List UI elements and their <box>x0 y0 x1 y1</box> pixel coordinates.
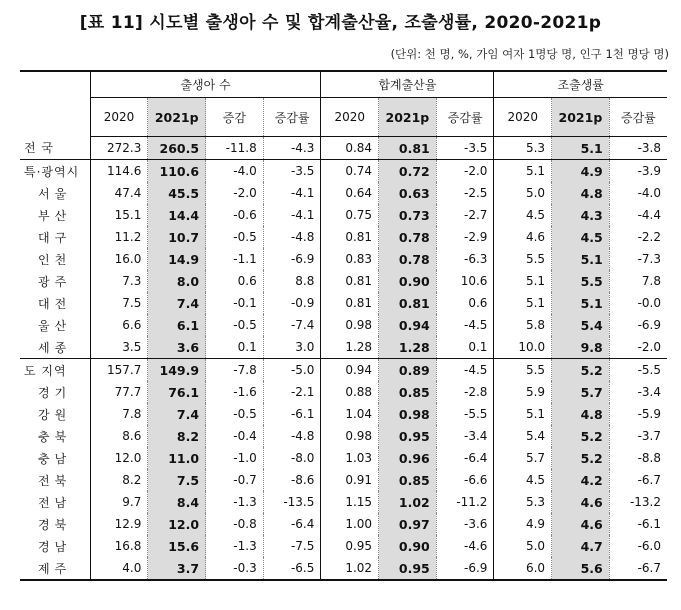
value-cell-t2020: 0.91 <box>321 469 379 491</box>
value-cell-t2020: 0.83 <box>321 248 379 270</box>
region-cell: 전 국 <box>24 141 54 156</box>
region-cell: 울산 <box>38 318 72 333</box>
value-cell-crate: -6.7 <box>609 469 667 491</box>
value-cell-trate: -11.2 <box>436 491 494 513</box>
value-cell-c2020: 5.1 <box>494 160 552 183</box>
value-cell-b2021: 14.9 <box>148 248 206 270</box>
value-cell-trate: -6.6 <box>436 469 494 491</box>
value-cell-c2020: 5.8 <box>494 314 552 336</box>
region-cell: 대전 <box>38 296 72 311</box>
value-cell-bchg: -0.5 <box>206 403 264 425</box>
table-row <box>20 381 667 403</box>
value-cell-c2020: 5.1 <box>494 292 552 314</box>
tfr-group-header: 합계출산율 <box>321 71 494 98</box>
value-cell-brate: -8.0 <box>263 447 321 469</box>
table-row <box>20 447 667 469</box>
value-cell-b2020: 8.2 <box>90 469 148 491</box>
value-cell-b2020: 7.3 <box>90 270 148 292</box>
value-cell-c2020: 10.0 <box>494 336 552 359</box>
value-cell-bchg: -2.0 <box>206 182 264 204</box>
value-cell-b2021: 12.0 <box>148 513 206 535</box>
value-cell-t2020: 0.74 <box>321 160 379 183</box>
table-row <box>20 403 667 425</box>
unit-note: (단위: 천 명, %, 가임 여자 1명당 명, 인구 1천 명당 명) <box>390 47 669 61</box>
table-row <box>20 226 667 248</box>
value-cell-bchg: -1.3 <box>206 491 264 513</box>
value-cell-brate: -4.3 <box>263 137 321 160</box>
table-row <box>20 513 667 535</box>
value-cell-t2020: 0.81 <box>321 226 379 248</box>
table-row <box>20 182 667 204</box>
value-cell-b2021: 76.1 <box>148 381 206 403</box>
value-cell-b2020: 4.0 <box>90 557 148 580</box>
births-rate-header: 증감률 <box>263 98 321 137</box>
value-cell-b2021: 15.6 <box>148 535 206 557</box>
value-cell-crate: -2.0 <box>609 336 667 359</box>
value-cell-c2021: 5.1 <box>552 292 610 314</box>
table-row <box>20 469 667 491</box>
value-cell-trate: 10.6 <box>436 270 494 292</box>
region-cell: 충남 <box>38 451 72 466</box>
table-title: [표 11] 시도별 출생아 수 및 합계출산율, 조출생률, 2020-2021p <box>79 13 602 33</box>
value-cell-c2021: 5.6 <box>552 557 610 580</box>
births-change-header: 증감 <box>206 98 264 137</box>
value-cell-brate: -4.1 <box>263 204 321 226</box>
value-cell-bchg: -0.6 <box>206 204 264 226</box>
value-cell-t2020: 1.00 <box>321 513 379 535</box>
value-cell-b2020: 12.9 <box>90 513 148 535</box>
value-cell-t2021: 0.72 <box>379 160 437 183</box>
value-cell-b2021: 8.0 <box>148 270 206 292</box>
value-cell-crate: -13.2 <box>609 491 667 513</box>
value-cell-t2021: 0.78 <box>379 226 437 248</box>
value-cell-crate: -0.0 <box>609 292 667 314</box>
value-cell-brate: -0.9 <box>263 292 321 314</box>
value-cell-c2020: 4.5 <box>494 469 552 491</box>
births-2020-header: 2020 <box>90 98 148 137</box>
value-cell-brate: -6.4 <box>263 513 321 535</box>
value-cell-b2020: 47.4 <box>90 182 148 204</box>
value-cell-c2020: 5.9 <box>494 381 552 403</box>
value-cell-trate: -6.3 <box>436 248 494 270</box>
value-cell-b2020: 3.5 <box>90 336 148 359</box>
value-cell-trate: -3.4 <box>436 425 494 447</box>
value-cell-b2021: 45.5 <box>148 182 206 204</box>
value-cell-t2020: 1.04 <box>321 403 379 425</box>
table-row <box>20 359 667 382</box>
value-cell-b2020: 9.7 <box>90 491 148 513</box>
value-cell-b2020: 7.8 <box>90 403 148 425</box>
value-cell-c2020: 5.0 <box>494 182 552 204</box>
value-cell-t2021: 0.81 <box>379 137 437 160</box>
value-cell-c2020: 5.1 <box>494 270 552 292</box>
table-row <box>20 204 667 226</box>
value-cell-t2020: 0.98 <box>321 314 379 336</box>
value-cell-crate: -4.4 <box>609 204 667 226</box>
value-cell-brate: -5.0 <box>263 359 321 382</box>
value-cell-b2021: 110.6 <box>148 160 206 183</box>
value-cell-t2020: 0.95 <box>321 535 379 557</box>
value-cell-b2020: 8.6 <box>90 425 148 447</box>
value-cell-bchg: -4.0 <box>206 160 264 183</box>
value-cell-c2020: 5.7 <box>494 447 552 469</box>
value-cell-c2021: 4.6 <box>552 491 610 513</box>
value-cell-crate: -3.8 <box>609 137 667 160</box>
value-cell-t2020: 1.02 <box>321 557 379 580</box>
value-cell-c2021: 4.3 <box>552 204 610 226</box>
region-cell: 도 지역 <box>20 359 90 382</box>
value-cell-bchg: -11.8 <box>206 137 264 160</box>
value-cell-bchg: -0.4 <box>206 425 264 447</box>
region-cell: 광주 <box>38 274 72 289</box>
value-cell-bchg: 0.6 <box>206 270 264 292</box>
value-cell-c2021: 4.9 <box>552 160 610 183</box>
value-cell-brate: -4.8 <box>263 226 321 248</box>
table-row <box>20 292 667 314</box>
region-cell: 전남 <box>38 495 72 510</box>
table-row <box>20 270 667 292</box>
value-cell-crate: -3.7 <box>609 425 667 447</box>
value-cell-b2021: 7.4 <box>148 403 206 425</box>
value-cell-b2021: 260.5 <box>148 137 206 160</box>
value-cell-trate: -2.0 <box>436 160 494 183</box>
value-cell-t2021: 0.85 <box>379 469 437 491</box>
value-cell-t2021: 0.90 <box>379 270 437 292</box>
value-cell-bchg: -0.1 <box>206 292 264 314</box>
table-row <box>20 336 667 359</box>
value-cell-bchg: -0.5 <box>206 314 264 336</box>
value-cell-bchg: -0.7 <box>206 469 264 491</box>
value-cell-c2020: 5.5 <box>494 359 552 382</box>
value-cell-b2021: 14.4 <box>148 204 206 226</box>
value-cell-b2021: 7.4 <box>148 292 206 314</box>
value-cell-t2021: 0.73 <box>379 204 437 226</box>
value-cell-crate: -5.9 <box>609 403 667 425</box>
value-cell-t2021: 0.97 <box>379 513 437 535</box>
value-cell-b2020: 15.1 <box>90 204 148 226</box>
value-cell-crate: -3.9 <box>609 160 667 183</box>
value-cell-crate: -5.5 <box>609 359 667 382</box>
region-cell: 세종 <box>38 340 72 355</box>
value-cell-b2020: 7.5 <box>90 292 148 314</box>
value-cell-c2021: 4.2 <box>552 469 610 491</box>
table-row <box>20 160 667 183</box>
value-cell-b2020: 272.3 <box>90 137 148 160</box>
value-cell-bchg: -1.1 <box>206 248 264 270</box>
cbr-group-header: 조출생률 <box>494 71 667 98</box>
table-row <box>20 491 667 513</box>
value-cell-b2020: 12.0 <box>90 447 148 469</box>
value-cell-brate: -13.5 <box>263 491 321 513</box>
value-cell-c2021: 5.7 <box>552 381 610 403</box>
value-cell-crate: -7.3 <box>609 248 667 270</box>
value-cell-crate: -6.7 <box>609 557 667 580</box>
value-cell-trate: -3.6 <box>436 513 494 535</box>
value-cell-brate: -4.1 <box>263 182 321 204</box>
value-cell-t2021: 0.78 <box>379 248 437 270</box>
value-cell-brate: -8.6 <box>263 469 321 491</box>
value-cell-t2020: 0.81 <box>321 270 379 292</box>
value-cell-trate: -5.5 <box>436 403 494 425</box>
value-cell-brate: -6.1 <box>263 403 321 425</box>
value-cell-c2021: 5.4 <box>552 314 610 336</box>
value-cell-t2020: 0.98 <box>321 425 379 447</box>
value-cell-crate: -8.8 <box>609 447 667 469</box>
value-cell-t2020: 0.88 <box>321 381 379 403</box>
value-cell-b2020: 77.7 <box>90 381 148 403</box>
value-cell-c2020: 4.5 <box>494 204 552 226</box>
value-cell-t2020: 1.28 <box>321 336 379 359</box>
value-cell-c2021: 4.8 <box>552 403 610 425</box>
cbr-2021-header: 2021p <box>552 98 610 137</box>
value-cell-t2021: 0.96 <box>379 447 437 469</box>
value-cell-trate: -2.9 <box>436 226 494 248</box>
value-cell-b2020: 11.2 <box>90 226 148 248</box>
region-cell: 부산 <box>38 208 72 223</box>
value-cell-trate: 0.6 <box>436 292 494 314</box>
value-cell-c2021: 4.5 <box>552 226 610 248</box>
value-cell-bchg: -7.8 <box>206 359 264 382</box>
table-row <box>20 557 667 580</box>
table-row <box>20 425 667 447</box>
value-cell-b2021: 3.7 <box>148 557 206 580</box>
region-header <box>20 71 90 137</box>
value-cell-brate: 3.0 <box>263 336 321 359</box>
table-body <box>20 137 667 581</box>
value-cell-crate: 7.8 <box>609 270 667 292</box>
value-cell-brate: -6.9 <box>263 248 321 270</box>
value-cell-brate: -7.4 <box>263 314 321 336</box>
value-cell-c2021: 5.2 <box>552 447 610 469</box>
value-cell-b2021: 8.4 <box>148 491 206 513</box>
region-cell: 제주 <box>38 561 72 576</box>
value-cell-c2021: 9.8 <box>552 336 610 359</box>
value-cell-t2021: 0.63 <box>379 182 437 204</box>
value-cell-c2020: 4.9 <box>494 513 552 535</box>
tfr-2021-header: 2021p <box>379 98 437 137</box>
value-cell-brate: 8.8 <box>263 270 321 292</box>
value-cell-brate: -7.5 <box>263 535 321 557</box>
region-cell: 서울 <box>38 186 72 201</box>
value-cell-c2020: 4.6 <box>494 226 552 248</box>
value-cell-b2020: 157.7 <box>90 359 148 382</box>
value-cell-b2021: 3.6 <box>148 336 206 359</box>
value-cell-trate: -2.8 <box>436 381 494 403</box>
births-2021-header: 2021p <box>148 98 206 137</box>
value-cell-brate: -3.5 <box>263 160 321 183</box>
cbr-2020-header: 2020 <box>494 98 552 137</box>
value-cell-b2021: 7.5 <box>148 469 206 491</box>
value-cell-c2020: 5.0 <box>494 535 552 557</box>
value-cell-t2021: 0.90 <box>379 535 437 557</box>
value-cell-trate: -4.5 <box>436 359 494 382</box>
value-cell-crate: -3.4 <box>609 381 667 403</box>
value-cell-t2021: 1.02 <box>379 491 437 513</box>
region-cell: 경북 <box>38 517 72 532</box>
tfr-2020-header: 2020 <box>321 98 379 137</box>
region-cell: 대구 <box>38 230 72 245</box>
value-cell-bchg: -1.3 <box>206 535 264 557</box>
value-cell-c2020: 5.3 <box>494 491 552 513</box>
value-cell-t2021: 0.98 <box>379 403 437 425</box>
value-cell-c2021: 4.7 <box>552 535 610 557</box>
value-cell-trate: -3.5 <box>436 137 494 160</box>
table-row <box>20 248 667 270</box>
value-cell-t2020: 1.15 <box>321 491 379 513</box>
value-cell-t2020: 1.03 <box>321 447 379 469</box>
value-cell-bchg: -0.5 <box>206 226 264 248</box>
value-cell-c2020: 5.4 <box>494 425 552 447</box>
table-row <box>20 314 667 336</box>
table-row <box>20 535 667 557</box>
value-cell-brate: -6.5 <box>263 557 321 580</box>
value-cell-trate: -6.4 <box>436 447 494 469</box>
value-cell-c2020: 5.1 <box>494 403 552 425</box>
value-cell-b2020: 114.6 <box>90 160 148 183</box>
value-cell-c2020: 5.3 <box>494 137 552 160</box>
value-cell-t2020: 0.75 <box>321 204 379 226</box>
region-cell: 경기 <box>38 385 72 400</box>
value-cell-trate: -2.7 <box>436 204 494 226</box>
value-cell-trate: -2.5 <box>436 182 494 204</box>
value-cell-t2021: 1.28 <box>379 336 437 359</box>
value-cell-trate: -6.9 <box>436 557 494 580</box>
value-cell-bchg: -0.8 <box>206 513 264 535</box>
value-cell-bchg: -1.6 <box>206 381 264 403</box>
value-cell-t2020: 0.94 <box>321 359 379 382</box>
value-cell-t2020: 0.81 <box>321 292 379 314</box>
value-cell-bchg: 0.1 <box>206 336 264 359</box>
region-cell: 충북 <box>38 429 72 444</box>
value-cell-crate: -6.1 <box>609 513 667 535</box>
value-cell-b2020: 16.8 <box>90 535 148 557</box>
value-cell-c2021: 4.6 <box>552 513 610 535</box>
value-cell-c2021: 5.1 <box>552 137 610 160</box>
table-row <box>20 137 667 160</box>
value-cell-t2021: 0.89 <box>379 359 437 382</box>
value-cell-b2021: 11.0 <box>148 447 206 469</box>
value-cell-crate: -6.9 <box>609 314 667 336</box>
region-cell: 전북 <box>38 473 72 488</box>
region-cell: 강원 <box>38 407 72 422</box>
value-cell-b2021: 10.7 <box>148 226 206 248</box>
value-cell-b2021: 149.9 <box>148 359 206 382</box>
value-cell-bchg: -1.0 <box>206 447 264 469</box>
value-cell-c2021: 5.1 <box>552 248 610 270</box>
value-cell-t2021: 0.85 <box>379 381 437 403</box>
value-cell-trate: -4.6 <box>436 535 494 557</box>
value-cell-c2021: 4.8 <box>552 182 610 204</box>
value-cell-bchg: -0.3 <box>206 557 264 580</box>
value-cell-c2021: 5.2 <box>552 359 610 382</box>
births-group-header: 출생아 수 <box>90 71 321 98</box>
value-cell-t2020: 0.64 <box>321 182 379 204</box>
value-cell-t2021: 0.95 <box>379 557 437 580</box>
value-cell-b2020: 16.0 <box>90 248 148 270</box>
value-cell-trate: 0.1 <box>436 336 494 359</box>
value-cell-crate: -6.0 <box>609 535 667 557</box>
value-cell-c2020: 5.5 <box>494 248 552 270</box>
value-cell-c2021: 5.5 <box>552 270 610 292</box>
value-cell-c2021: 5.2 <box>552 425 610 447</box>
value-cell-b2020: 6.6 <box>90 314 148 336</box>
region-cell: 인천 <box>38 252 72 267</box>
value-cell-b2021: 8.2 <box>148 425 206 447</box>
region-cell: 경남 <box>38 539 72 554</box>
value-cell-c2020: 6.0 <box>494 557 552 580</box>
value-cell-crate: -4.0 <box>609 182 667 204</box>
cbr-rate-header: 증감률 <box>609 98 667 137</box>
value-cell-t2021: 0.81 <box>379 292 437 314</box>
statistics-table <box>20 70 667 581</box>
value-cell-t2021: 0.95 <box>379 425 437 447</box>
region-cell: 특·광역시 <box>20 160 90 183</box>
value-cell-t2021: 0.94 <box>379 314 437 336</box>
value-cell-b2021: 6.1 <box>148 314 206 336</box>
tfr-rate-header: 증감률 <box>436 98 494 137</box>
value-cell-crate: -2.2 <box>609 226 667 248</box>
value-cell-brate: -4.8 <box>263 425 321 447</box>
value-cell-trate: -4.5 <box>436 314 494 336</box>
value-cell-brate: -2.1 <box>263 381 321 403</box>
value-cell-t2020: 0.84 <box>321 137 379 160</box>
